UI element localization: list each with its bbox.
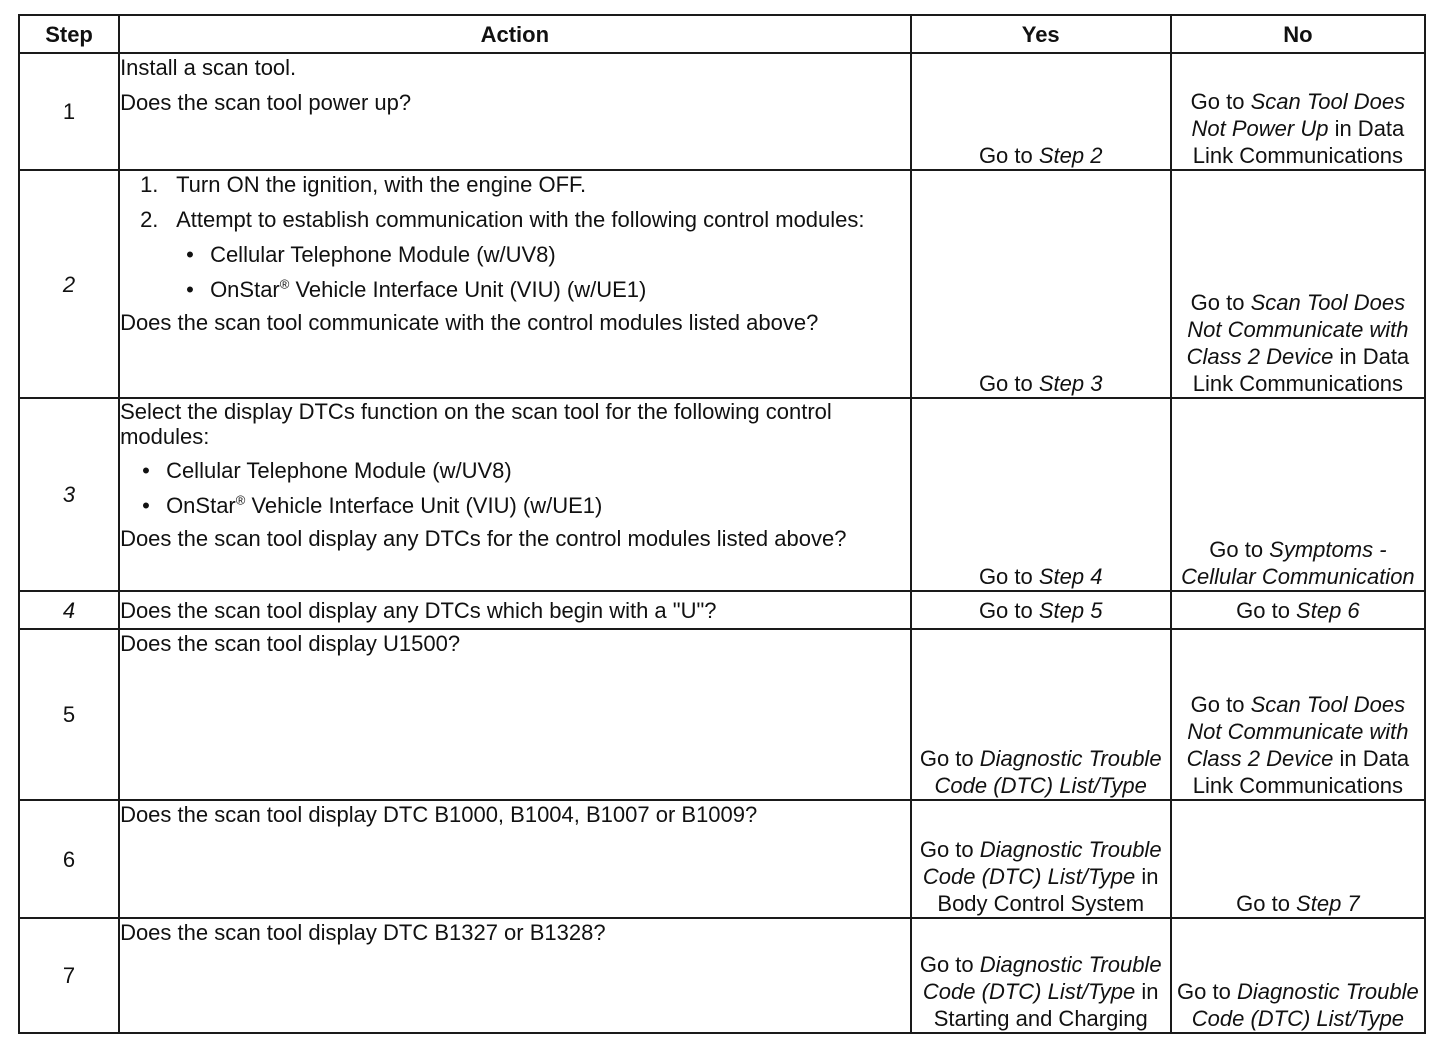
no-link[interactable]: Scan Tool Does Not Communicate with Class 2 Device — [1186, 290, 1409, 369]
no-text: Go to — [1190, 290, 1251, 315]
yes-cell — [911, 53, 1171, 170]
list-text-suffix: Vehicle Interface Unit (VIU) (w/UE1) — [245, 493, 603, 518]
yes-suffix: in Starting and Charging — [933, 979, 1159, 1031]
list-item — [120, 241, 910, 268]
no-link[interactable]: Symptoms - Cellular Communication — [1181, 537, 1415, 589]
table-row — [19, 53, 1425, 170]
yes-link[interactable]: Diagnostic Trouble Code (DTC) List/Type — [934, 746, 1162, 798]
yes-text: Go to — [978, 564, 1039, 589]
yes-cell — [911, 398, 1171, 591]
header-action: Action — [119, 15, 911, 53]
yes-text: Go to — [919, 952, 980, 977]
registered-mark: ® — [235, 492, 246, 508]
action-question: Does the scan tool power up? — [120, 90, 412, 115]
bullet-icon: • — [186, 242, 194, 267]
yes-text: Go to — [919, 746, 980, 771]
table-row — [19, 800, 1425, 918]
yes-text: Go to — [978, 143, 1039, 168]
no-link[interactable]: Step 7 — [1296, 891, 1360, 916]
no-cell — [1171, 591, 1425, 629]
no-cell — [1171, 398, 1425, 591]
table-row — [19, 591, 1425, 629]
no-link[interactable]: Diagnostic Trouble Code (DTC) List/Type — [1191, 979, 1419, 1031]
list-text: Cellular Telephone Module (w/UV8) — [166, 458, 512, 483]
yes-text: Go to — [919, 837, 980, 862]
list-text: Cellular Telephone Module (w/UV8) — [210, 242, 556, 267]
registered-mark: ® — [279, 276, 290, 292]
step-number: 7 — [19, 918, 119, 1033]
action-cell — [119, 170, 911, 398]
header-yes: Yes — [911, 15, 1171, 53]
no-text: Go to — [1209, 537, 1270, 562]
no-suffix: in Data Link Communications — [1192, 746, 1410, 798]
bullet-icon: • — [186, 277, 194, 302]
yes-cell — [911, 591, 1171, 629]
list-text: OnStar — [210, 277, 280, 302]
yes-cell — [911, 918, 1171, 1033]
no-cell — [1171, 918, 1425, 1033]
yes-link[interactable]: Step 2 — [1038, 143, 1103, 168]
bullet-icon: • — [142, 458, 150, 483]
yes-link[interactable]: Diagnostic Trouble Code (DTC) List/Type — [922, 837, 1162, 889]
no-link[interactable]: Scan Tool Does Not Communicate with Class 2 Device — [1186, 692, 1409, 771]
list-number: 1. — [140, 172, 159, 197]
diagnostic-table — [18, 14, 1426, 1034]
header-step: Step — [19, 15, 119, 53]
list-item — [120, 171, 910, 198]
table-row — [19, 398, 1425, 591]
yes-cell — [911, 170, 1171, 398]
no-suffix: in Data Link Communications — [1192, 116, 1405, 168]
no-link[interactable]: Step 6 — [1296, 597, 1360, 623]
no-cell — [1171, 800, 1425, 918]
action-cell — [119, 398, 911, 591]
table-row — [19, 629, 1425, 800]
no-text: Go to — [1177, 979, 1237, 1004]
bullet-icon: • — [142, 493, 150, 518]
no-link[interactable]: Scan Tool Does Not Power Up — [1191, 89, 1406, 141]
list-text: Turn ON the ignition, with the engine OFF. — [176, 172, 587, 197]
no-text: Go to — [1190, 89, 1251, 114]
list-number: 2. — [140, 207, 159, 232]
no-text: Go to — [1236, 597, 1297, 623]
step-number: 5 — [19, 629, 119, 800]
no-suffix: in Data Link Communications — [1192, 344, 1410, 396]
header-row — [19, 15, 1425, 53]
list-item — [120, 457, 910, 484]
list-item — [120, 206, 910, 233]
table-row — [19, 918, 1425, 1033]
list-text: OnStar — [166, 493, 236, 518]
no-cell — [1171, 53, 1425, 170]
step-number: 6 — [19, 800, 119, 918]
yes-link[interactable]: Step 5 — [1038, 597, 1103, 623]
step-number: 2 — [19, 170, 119, 398]
action-question: Does the scan tool display any DTCs which begin with a "U"? — [119, 591, 911, 629]
bullet-list — [120, 241, 910, 303]
action-question: Does the scan tool display U1500? — [119, 629, 911, 800]
list-text-suffix: Vehicle Interface Unit (VIU) (w/UE1) — [289, 277, 647, 302]
list-item — [120, 276, 910, 303]
yes-text: Go to — [978, 371, 1039, 396]
yes-link[interactable]: Step 4 — [1038, 564, 1103, 589]
no-cell — [1171, 170, 1425, 398]
no-text: Go to — [1190, 692, 1251, 717]
bullet-list — [120, 457, 910, 519]
action-question: Does the scan tool display DTC B1000, B1004, B1007 or B1009? — [119, 800, 911, 918]
yes-suffix: in Body Control System — [937, 864, 1159, 916]
yes-cell — [911, 629, 1171, 800]
yes-link[interactable]: Diagnostic Trouble Code (DTC) List/Type — [922, 952, 1162, 1004]
header-no: No — [1171, 15, 1425, 53]
yes-cell — [911, 800, 1171, 918]
action-cell — [119, 53, 911, 170]
action-instruction: Select the display DTCs function on the scan tool for the following control modules: — [120, 399, 832, 449]
list-item — [120, 492, 910, 519]
table-row — [19, 170, 1425, 398]
step-number: 4 — [19, 591, 119, 629]
action-question: Does the scan tool display DTC B1327 or B1328? — [119, 918, 911, 1033]
yes-link[interactable]: Step 3 — [1038, 371, 1103, 396]
no-text: Go to — [1236, 891, 1297, 916]
list-text: Attempt to establish communication with the following control modules: — [176, 207, 865, 232]
action-instruction: Install a scan tool. — [120, 55, 297, 80]
no-cell — [1171, 629, 1425, 800]
step-number: 1 — [19, 53, 119, 170]
action-question: Does the scan tool communicate with the control modules listed above? — [120, 310, 819, 335]
action-question: Does the scan tool display any DTCs for the control modules listed above? — [120, 526, 847, 551]
step-number: 3 — [19, 398, 119, 591]
numbered-list — [120, 171, 910, 233]
yes-text: Go to — [978, 597, 1039, 623]
